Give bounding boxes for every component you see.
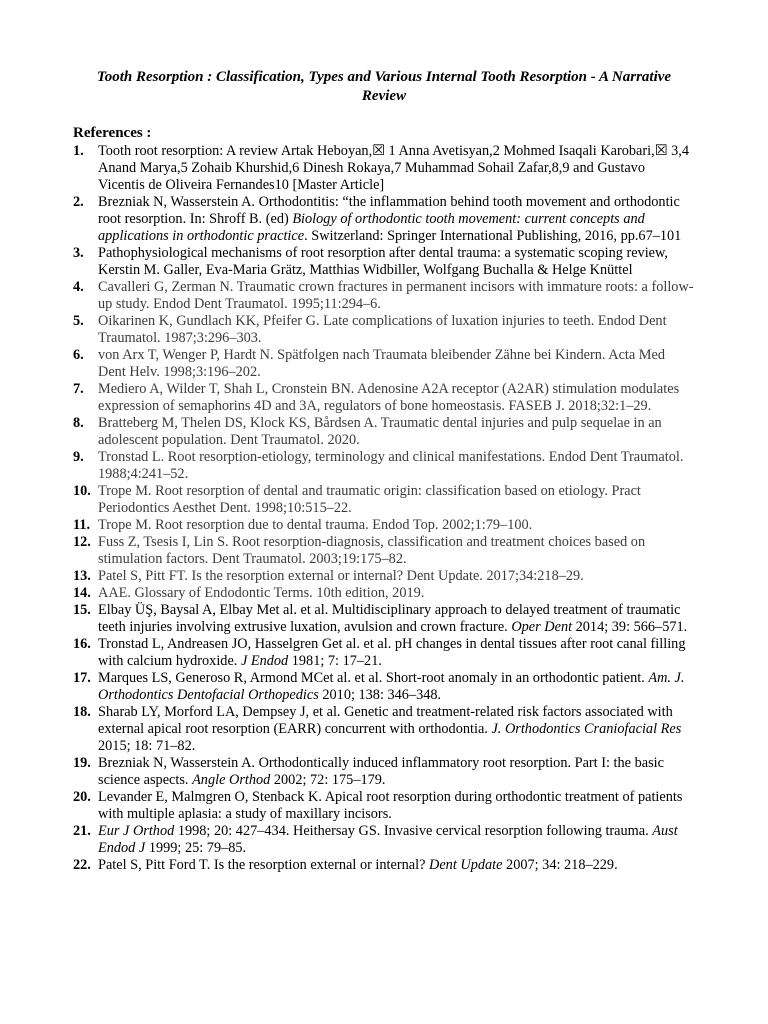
reference-text: 1999; 25: 79–85. [145, 840, 247, 856]
reference-number: 5. [73, 313, 84, 329]
reference-text: Marques LS, Generoso R, Armond MCet al. et al. Short-root anomaly in an orthodontic patient. [98, 670, 649, 686]
reference-text: . Switzerland: Springer International Publishing, 2016, pp.67–101 [304, 228, 682, 244]
reference-text: Levander E, Malmgren O, Stenback K. Apical root resorption during orthodontic treatment of patients with multiple aplasia: a study of maxillary incisors. [98, 789, 683, 822]
reference-list [73, 143, 695, 874]
reference-item [73, 245, 695, 279]
reference-number: 8. [73, 415, 84, 431]
reference-text: Elbay ÜŞ, Baysal A, Elbay Met al. et al. Multidisciplinary approach to delayed treatment of traumatic teeth injuries involving extrusive luxation, avulsion and crown fracture. [98, 602, 681, 635]
reference-text: Tronstad L, Andreasen JO, Hasselgren Get al. et al. pH changes in dental tissues after root canal filling with calcium hydroxide. [98, 636, 686, 669]
reference-text: Patel S, Pitt Ford T. Is the resorption external or internal? [98, 857, 430, 873]
reference-item [73, 789, 695, 823]
reference-text: Tronstad L. Root resorption-etiology, terminology and clinical manifestations. Endod Dent Traumatol. 1988;4:241–52. [98, 449, 684, 482]
reference-text: Trope M. Root resorption due to dental trauma. Endod Top. 2002;1:79–100. [98, 517, 533, 533]
reference-journal: Eur J Orthod [98, 823, 175, 839]
page-title: Tooth Resorption : Classification, Types and Various Internal Tooth Resorption - A Narrative Review [96, 69, 672, 104]
reference-number: 18. [73, 704, 91, 720]
reference-number: 3. [73, 245, 84, 261]
reference-number: 4. [73, 279, 84, 295]
reference-text: Cavalleri G, Zerman N. Traumatic crown fractures in permanent incisors with immature roots: a follow-up study. Endod Dent Traumatol. 1995;11:294–6. [98, 279, 694, 312]
reference-text: Fuss Z, Tsesis I, Lin S. Root resorption-diagnosis, classification and treatment choices based on stimulation factors. Dent Traumatol. 2003;19:175–82. [98, 534, 646, 567]
reference-journal: Aust Endod J [98, 823, 678, 856]
reference-item [73, 517, 695, 534]
reference-item [73, 313, 695, 347]
reference-number: 15. [73, 602, 91, 618]
reference-number: 1. [73, 143, 84, 159]
reference-text: Brezniak N, Wasserstein A. Orthodontitis: “the inflammation behind tooth movement and orthodontic root resorption. In: Shroff B. (ed) [98, 194, 680, 227]
reference-item [73, 143, 695, 194]
reference-journal: Am. J. Orthodontics Dentofacial Orthopedics [98, 670, 685, 703]
reference-number: 20. [73, 789, 91, 805]
reference-journal: Angle Orthod [192, 772, 271, 788]
reference-item [73, 415, 695, 449]
reference-text: von Arx T, Wenger P, Hardt N. Spätfolgen nach Traumata bleibender Zähne bei Kindern. Acta Med Dent Helv. 1998;3:196–202. [98, 347, 666, 380]
reference-item [73, 279, 695, 313]
reference-text: Trope M. Root resorption of dental and traumatic origin: classification based on etiology. Pract Periodontics Aesthet Dent. 1998;10:515–22. [98, 483, 641, 516]
reference-item [73, 483, 695, 517]
reference-journal: Oper Dent [511, 619, 573, 635]
reference-number: 22. [73, 857, 91, 873]
reference-text: 2014; 39: 566–571. [572, 619, 688, 635]
reference-text: Mediero A, Wilder T, Shah L, Cronstein BN. Adenosine A2A receptor (A2AR) stimulation modulates expression of semaphorins 4D and 3A, regulators of bone homeostasis. FASEB J. 2018;32:1–29. [98, 381, 680, 414]
reference-text: 2002; 72: 175–179. [270, 772, 386, 788]
reference-item [73, 194, 695, 245]
reference-text: Tooth root resorption: A review Artak Heboyan,☒ 1 Anna Avetisyan,2 Mohmed Isaqali Karobari,☒ 3,4 Anand Marya,5 Zohaib Khurshid,6 Dinesh Rokaya,7 Muhammad Sohail Zafar,8,9 and Gustavo Vicentis de Oliveira Fernandes10 [Master Article] [98, 143, 689, 193]
reference-journal: J. Orthodontics Craniofacial Res [491, 721, 682, 737]
reference-item [73, 857, 695, 874]
reference-text: 1981; 7: 17–21. [288, 653, 382, 669]
reference-item [73, 670, 695, 704]
reference-item [73, 602, 695, 636]
reference-item [73, 568, 695, 585]
reference-text: Patel S, Pitt FT. Is the resorption external or internal? Dent Update. 2017;34:218–29. [98, 568, 584, 584]
reference-item [73, 585, 695, 602]
reference-item [73, 381, 695, 415]
reference-number: 9. [73, 449, 84, 465]
references-heading: References : [73, 125, 152, 141]
reference-text: AAE. Glossary of Endodontic Terms. 10th edition, 2019. [98, 585, 425, 601]
reference-number: 6. [73, 347, 84, 363]
reference-number: 14. [73, 585, 91, 601]
reference-number: 13. [73, 568, 91, 584]
reference-text: Sharab LY, Morford LA, Dempsey J, et al. Genetic and treatment-related risk factors associated with external apical root resorption (EARR) concurrent with orthodontia. [98, 704, 673, 737]
reference-journal: Dent Update [429, 857, 503, 873]
reference-number: 19. [73, 755, 91, 771]
reference-number: 17. [73, 670, 91, 686]
reference-item [73, 823, 695, 857]
reference-item [73, 534, 695, 568]
reference-journal: Biology of orthodontic tooth movement: current concepts and applications in orthodontic practice [98, 211, 645, 244]
reference-text: 2007; 34: 218–229. [502, 857, 618, 873]
reference-text: 1998; 20: 427–434. Heithersay GS. Invasive cervical resorption following trauma. [174, 823, 653, 839]
reference-number: 16. [73, 636, 91, 652]
reference-text: Brezniak N, Wasserstein A. Orthodontically induced inflammatory root resorption. Part I: the basic science aspects. [98, 755, 664, 788]
reference-item [73, 347, 695, 381]
reference-item [73, 704, 695, 755]
reference-text: 2010; 138: 346–348. [318, 687, 442, 703]
reference-text: Pathophysiological mechanisms of root resorption after dental trauma: a systematic scoping review, Kerstin M. Galler, Eva-Maria Grätz, Matthias Widbiller, Wolfgang Buchalla & Helge Knüttel [98, 245, 668, 278]
reference-journal: J Endod [240, 653, 289, 669]
reference-item [73, 636, 695, 670]
reference-text: Bratteberg M, Thelen DS, Klock KS, Bårdsen A. Traumatic dental injuries and pulp sequelae in an adolescent population. Dent Traumatol. 2020. [98, 415, 662, 448]
reference-number: 2. [73, 194, 84, 210]
reference-number: 7. [73, 381, 84, 397]
reference-text: Oikarinen K, Gundlach KK, Pfeifer G. Late complications of luxation injuries to teeth. Endod Dent Traumatol. 1987;3:296–303. [98, 313, 667, 346]
reference-number: 10. [73, 483, 91, 499]
reference-item [73, 449, 695, 483]
reference-number: 12. [73, 534, 91, 550]
reference-number: 21. [73, 823, 91, 839]
reference-number: 11. [73, 517, 91, 533]
reference-item [73, 755, 695, 789]
reference-text: 2015; 18: 71–82. [98, 738, 196, 754]
